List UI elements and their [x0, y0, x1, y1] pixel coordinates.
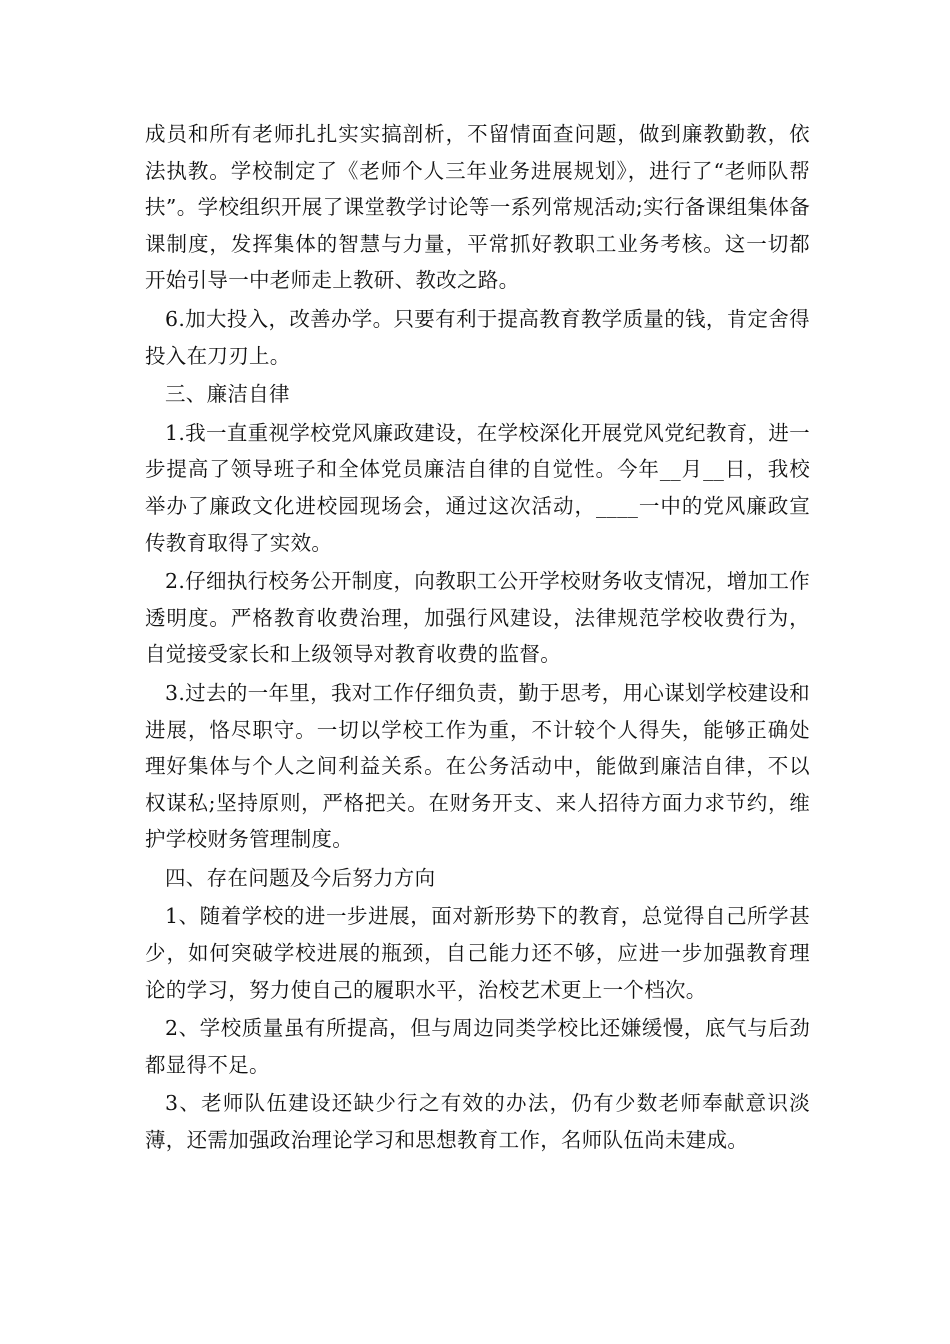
paragraph-integrity-1: 1.我一直重视学校党风廉政建设，在学校深化开展党风党纪教育，进一步提高了领导班子和全体党员廉洁自律的自觉性。今年__月__日，我校举办了廉政文化进校园现场会，通过这次活动，____一中的党风廉政宣传教育取得了实效。	[145, 420, 810, 555]
paragraph-integrity-3: 3.过去的一年里，我对工作仔细负责，勤于思考，用心谋划学校建设和进展，恪尽职守。一切以学校工作为重，不计较个人得失，能够正确处理好集体与个人之间利益关系。在公务活动中，能做到廉洁自律，不以权谋私;坚持原则，严格把关。在财务开支、来人招待方面力求节约，维护学校财务管理制度。	[145, 680, 810, 852]
paragraph-problem-1: 1、随着学校的进一步进展，面对新形势下的教育，总觉得自己所学甚少，如何突破学校进展的瓶颈，自己能力还不够，应进一步加强教育理论的学习，努力使自己的履职水平，治校艺术更上一个档次。	[145, 904, 810, 1002]
section-heading-problems: 四、存在问题及今后努力方向	[165, 865, 436, 890]
paragraph-problem-3: 3、老师队伍建设还缺少行之有效的办法，仍有少数老师奉献意识淡薄，还需加强政治理论学习和思想教育工作，名师队伍尚未建成。	[145, 1091, 810, 1153]
paragraph-investment: 6.加大投入，改善办学。只要有利于提高教育教学质量的钱，肯定舍得投入在刀刃上。	[145, 306, 810, 368]
paragraph-teacher-development: 成员和所有老师扎扎实实搞剖析，不留情面查问题，做到廉教勤教，依法执教。学校制定了《老师个人三年业务进展规划》，进行了“老师队帮扶”。学校组织开展了课堂教学讨论等一系列常规活动;实行备课组集体备课制度，发挥集体的智慧与力量，平常抓好教职工业务考核。这一切都开始引导一中老师走上教研、教改之路。	[145, 122, 810, 293]
paragraph-problem-2: 2、学校质量虽有所提高，但与周边同类学校比还嫌缓慢，底气与后劲都显得不足。	[145, 1016, 810, 1077]
paragraph-integrity-2: 2.仔细执行校务公开制度，向教职工公开学校财务收支情况，增加工作透明度。严格教育收费治理，加强行风建设，法律规范学校收费行为，自觉接受家长和上级领导对教育收费的监督。	[145, 569, 810, 667]
document-page	[145, 116, 810, 1161]
section-heading-integrity: 三、廉洁自律	[165, 382, 290, 407]
